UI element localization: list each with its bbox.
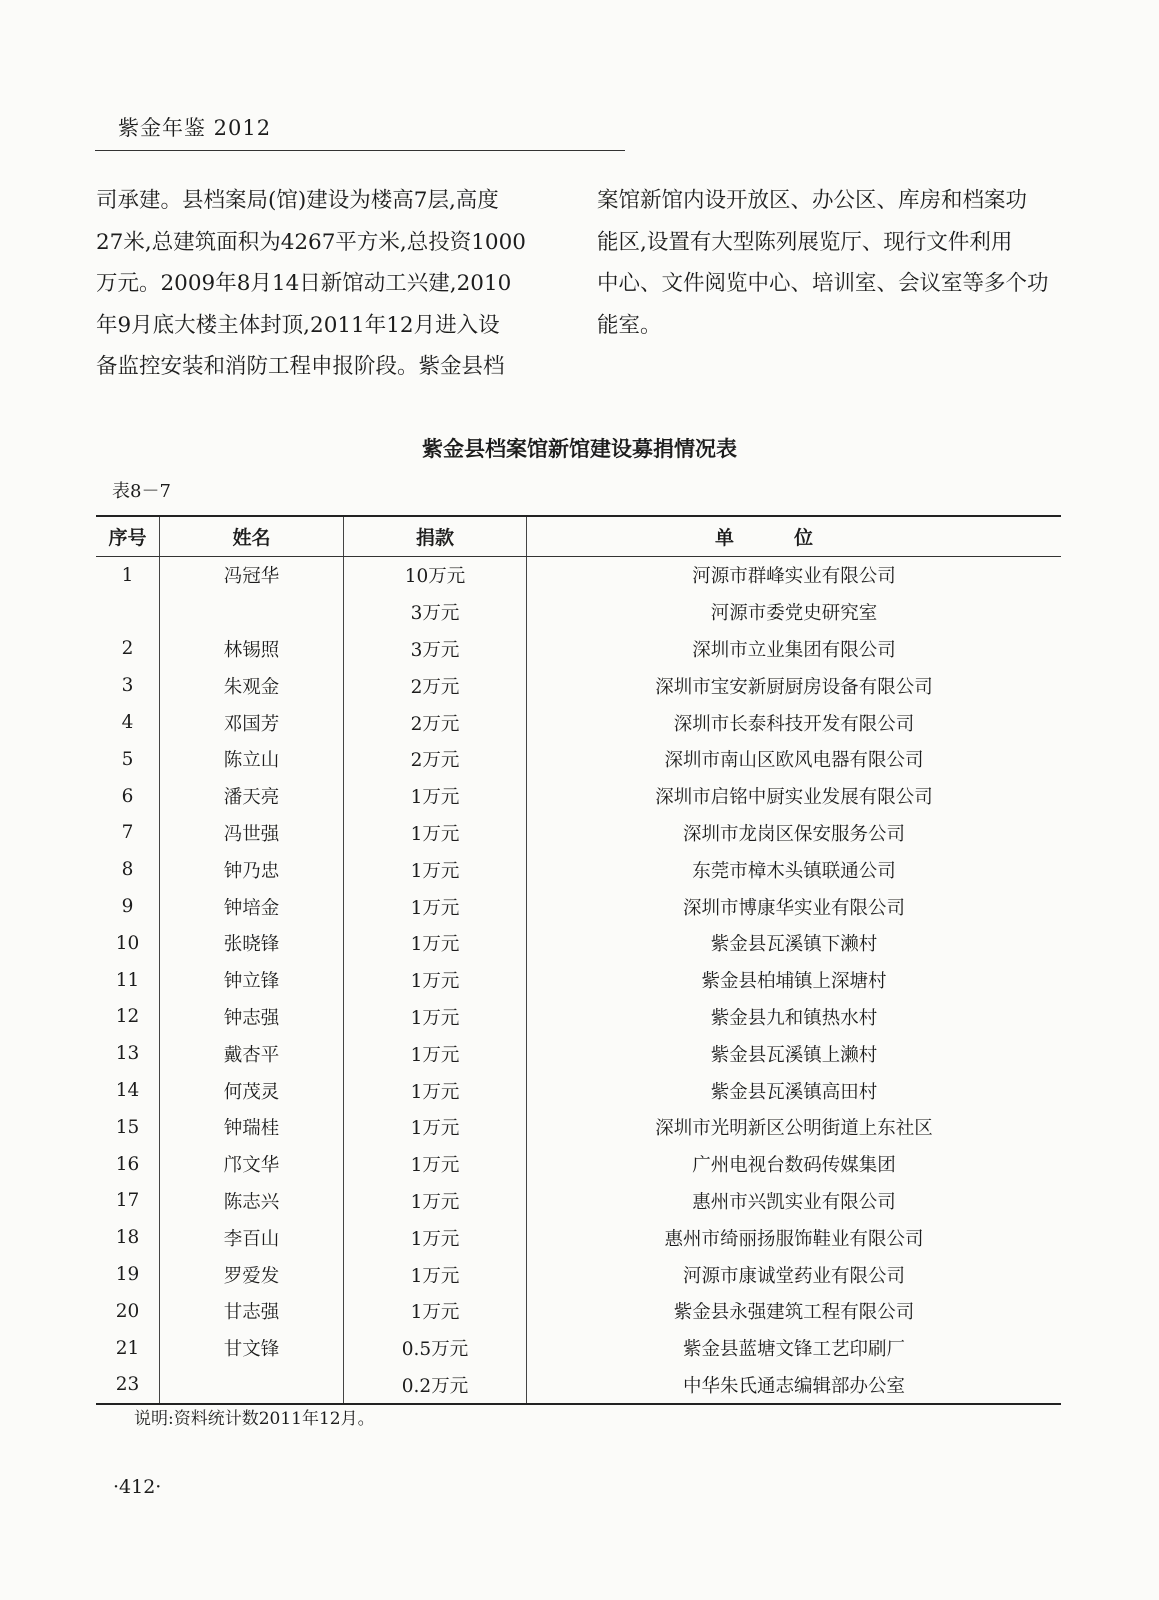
cell-organization: 河源市康诚堂药业有限公司 [527,1256,1062,1293]
cell-name: 何茂灵 [160,1072,344,1109]
table-row [96,594,1061,631]
cell-name: 钟培金 [160,888,344,925]
cell-index: 14 [115,1080,140,1102]
table-body [96,557,1061,1405]
table-row [96,1293,1061,1330]
cell-name: 张晓锋 [160,925,344,962]
body-line: 能室。 [597,312,662,338]
table-row [96,1219,1061,1256]
table-row [96,1109,1061,1146]
cell-name: 钟志强 [160,999,344,1036]
table-row [96,1146,1061,1183]
table-row [96,1330,1061,1367]
page-number: ·412· [113,1476,162,1498]
cell-amount: 0.2万元 [344,1367,527,1405]
cell-index: 7 [121,822,134,844]
cell-organization: 深圳市南山区欧风电器有限公司 [527,741,1062,778]
body-line: 备监控安装和消防工程申报阶段。紫金县档 [96,354,505,379]
cell-organization: 河源市委党史研究室 [527,594,1062,631]
cell-organization: 深圳市长泰科技开发有限公司 [527,704,1062,741]
cell-amount: 1万元 [344,815,527,852]
cell-name: 陈志兴 [160,1183,344,1220]
cell-name: 潘天亮 [160,778,344,815]
cell-amount: 3万元 [344,631,527,668]
cell-index: 1 [121,564,134,586]
table-row [96,704,1061,741]
cell-index: 4 [121,712,134,734]
table-row [96,667,1061,704]
body-line: 27米,总建筑面积为4267平方米,总投资1000 [96,229,526,255]
cell-index: 19 [115,1264,140,1286]
cell-amount: 1万元 [344,1072,527,1109]
table-note: 说明:资料统计数2011年12月。 [134,1409,375,1429]
cell-organization: 惠州市兴凯实业有限公司 [527,1183,1062,1220]
cell-amount: 1万元 [344,1109,527,1146]
cell-index: 18 [115,1227,140,1249]
cell-amount: 1万元 [344,851,527,888]
cell-index: 11 [115,969,140,991]
cell-organization: 广州电视台数码传媒集团 [527,1146,1062,1183]
cell-name: 罗爱发 [160,1256,344,1293]
cell-index: 13 [115,1043,140,1065]
table-row [96,1035,1061,1072]
cell-amount: 1万元 [344,888,527,925]
header-amount: 捐款 [344,516,527,557]
cell-organization: 深圳市龙岗区保安服务公司 [527,815,1062,852]
cell-name [160,1367,344,1405]
header-organization: 单位 [527,516,1062,557]
cell-name: 陈立山 [160,741,344,778]
cell-name: 钟乃忠 [160,851,344,888]
cell-amount: 1万元 [344,1256,527,1293]
cell-index: 12 [115,1006,140,1028]
cell-amount: 1万元 [344,925,527,962]
body-text-left [96,180,554,388]
cell-organization: 紫金县柏埔镇上深塘村 [527,962,1062,999]
cell-organization: 深圳市光明新区公明街道上东社区 [527,1109,1062,1146]
cell-index: 20 [115,1300,140,1322]
cell-name: 邝文华 [160,1146,344,1183]
header-name: 姓名 [160,516,344,557]
cell-organization: 深圳市立业集团有限公司 [527,631,1062,668]
cell-amount: 1万元 [344,1293,527,1330]
cell-organization: 惠州市绮丽扬服饰鞋业有限公司 [527,1219,1062,1256]
cell-amount: 1万元 [344,778,527,815]
table-title: 紫金县档案馆新馆建设募捐情况表 [422,437,737,461]
table-row [96,557,1061,594]
table-row [96,925,1061,962]
table-row [96,962,1061,999]
cell-amount: 3万元 [344,594,527,631]
cell-name [160,594,344,631]
cell-name: 冯世强 [160,815,344,852]
table-row [96,1072,1061,1109]
cell-amount: 1万元 [344,1146,527,1183]
cell-name: 戴杏平 [160,1035,344,1072]
cell-organization: 深圳市博康华实业有限公司 [527,888,1062,925]
table-number: 表8－7 [112,481,171,502]
cell-index [96,594,160,631]
cell-name: 李百山 [160,1219,344,1256]
cell-organization: 紫金县瓦溪镇下濑村 [527,925,1062,962]
body-line: 中心、文件阅览中心、培训室、会议室等多个功 [597,271,1049,296]
cell-name: 冯冠华 [160,557,344,594]
running-header: 紫金年鉴 2012 [118,116,272,140]
cell-index: 16 [115,1153,140,1175]
cell-name: 甘志强 [160,1293,344,1330]
cell-amount: 0.5万元 [344,1330,527,1367]
cell-organization: 紫金县瓦溪镇高田村 [527,1072,1062,1109]
cell-organization: 中华朱氏通志编辑部办公室 [527,1367,1062,1405]
cell-index: 5 [121,748,134,770]
cell-index: 10 [115,932,140,954]
cell-name: 钟瑞桂 [160,1109,344,1146]
cell-organization: 紫金县永强建筑工程有限公司 [527,1293,1062,1330]
body-line: 能区,设置有大型陈列展览厅、现行文件利用 [597,229,1013,255]
table-row [96,741,1061,778]
body-line: 司承建。县档案局(馆)建设为楼高7层,高度 [96,188,499,213]
table-row [96,888,1061,925]
cell-amount: 1万元 [344,1183,527,1220]
table-row [96,1183,1061,1220]
cell-organization: 深圳市宝安新厨厨房设备有限公司 [527,667,1062,704]
cell-name: 甘文锋 [160,1330,344,1367]
cell-amount: 2万元 [344,704,527,741]
body-text-right [597,180,1059,346]
cell-index: 3 [121,675,134,697]
cell-amount: 1万元 [344,999,527,1036]
table-row [96,815,1061,852]
table-row [96,778,1061,815]
body-line: 万元。2009年8月14日新馆动工兴建,2010 [96,271,512,296]
cell-index: 2 [121,638,134,660]
cell-amount: 1万元 [344,962,527,999]
cell-organization: 东莞市樟木头镇联通公司 [527,851,1062,888]
cell-amount: 1万元 [344,1035,527,1072]
cell-index: 6 [121,785,134,807]
table-row [96,631,1061,668]
table-row [96,1367,1061,1405]
cell-index: 23 [115,1374,140,1396]
cell-index: 9 [121,896,134,918]
body-line: 年9月底大楼主体封顶,2011年12月进入设 [96,312,500,338]
table-row [96,999,1061,1036]
donations-table [96,515,1061,1405]
header-rule [95,150,625,151]
table-header-row [96,516,1061,557]
cell-name: 邓国芳 [160,704,344,741]
cell-amount: 2万元 [344,741,527,778]
cell-organization: 深圳市启铭中厨实业发展有限公司 [527,778,1062,815]
cell-organization: 紫金县九和镇热水村 [527,999,1062,1036]
cell-index: 15 [115,1116,140,1138]
cell-index: 17 [115,1190,140,1212]
cell-amount: 2万元 [344,667,527,704]
cell-organization: 紫金县蓝塘文锋工艺印刷厂 [527,1330,1062,1367]
cell-name: 钟立锋 [160,962,344,999]
cell-amount: 1万元 [344,1219,527,1256]
table-row [96,851,1061,888]
cell-name: 朱观金 [160,667,344,704]
cell-name: 林锡照 [160,631,344,668]
cell-index: 8 [121,859,134,881]
cell-index: 21 [115,1337,140,1359]
table-row [96,1256,1061,1293]
cell-organization: 河源市群峰实业有限公司 [527,557,1062,594]
header-index: 序号 [96,516,160,557]
cell-organization: 紫金县瓦溪镇上濑村 [527,1035,1062,1072]
body-line: 案馆新馆内设开放区、办公区、库房和档案功 [597,188,1028,213]
cell-amount: 10万元 [344,557,527,594]
